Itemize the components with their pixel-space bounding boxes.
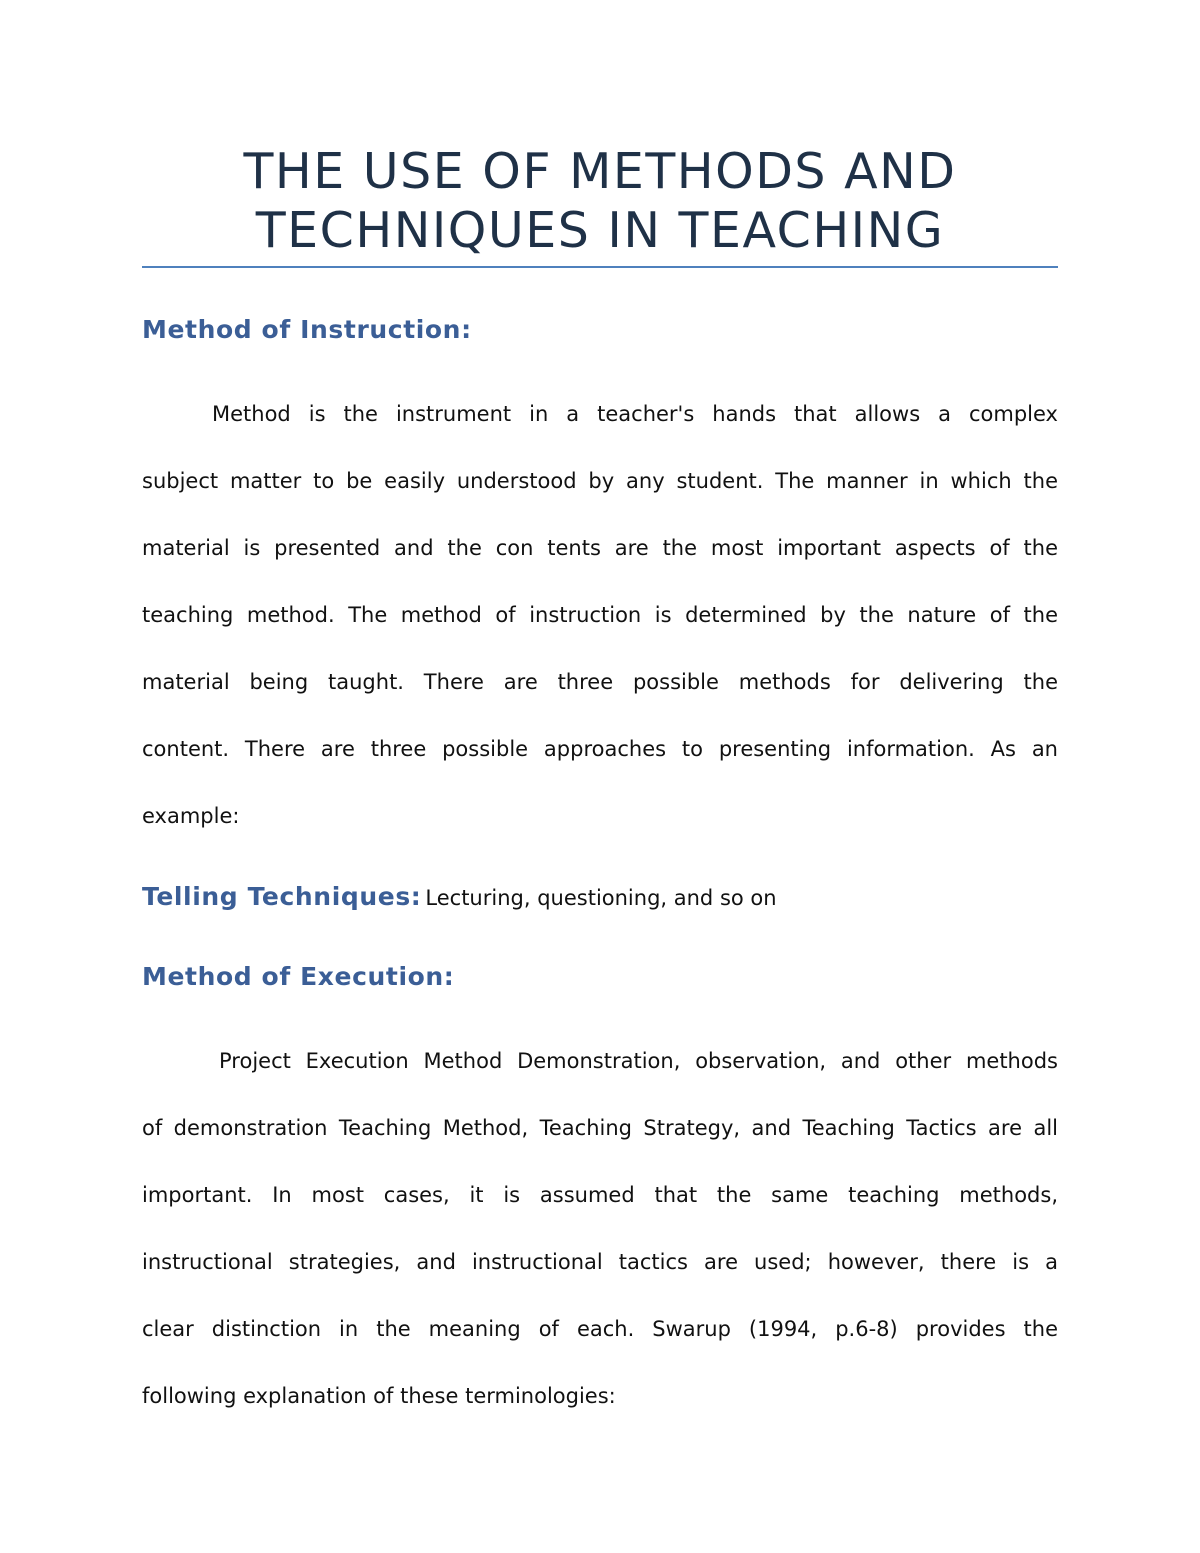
title-line-1: THE USE OF METHODS AND — [243, 143, 957, 200]
paragraph-line: example: — [142, 804, 240, 828]
heading-telling-techniques: Telling Techniques: — [142, 882, 422, 911]
paragraph-line: content. There are three possible approaches to presenting information. As an — [142, 737, 1058, 761]
paragraph-line: material is presented and the con tents are the most important aspects of the — [142, 536, 1058, 560]
paragraph-line: of demonstration Teaching Method, Teaching Strategy, and Teaching Tactics are all — [142, 1116, 1058, 1140]
instruction-paragraph — [142, 381, 1058, 850]
title-line-2: TECHNIQUES IN TEACHING — [255, 202, 945, 259]
execution-paragraph — [142, 1028, 1058, 1430]
document-title — [142, 142, 1058, 260]
title-divider — [142, 266, 1058, 268]
telling-techniques-text: Lecturing, questioning, and so on — [425, 886, 777, 910]
paragraph-line: Project Execution Method Demonstration, observation, and other methods — [219, 1049, 1058, 1073]
paragraph-line: important. In most cases, it is assumed that the same teaching methods, — [142, 1183, 1058, 1207]
heading-method-of-execution: Method of Execution: — [142, 962, 455, 991]
heading-method-of-instruction: Method of Instruction: — [142, 315, 472, 344]
document-page — [142, 0, 1058, 1553]
paragraph-line: instructional strategies, and instructional tactics are used; however, there is a — [142, 1250, 1058, 1274]
paragraph-line: following explanation of these terminologies: — [142, 1384, 616, 1408]
paragraph-line: Method is the instrument in a teacher's hands that allows a complex — [212, 402, 1058, 426]
paragraph-line: material being taught. There are three possible methods for delivering the — [142, 670, 1058, 694]
paragraph-line: teaching method. The method of instruction is determined by the nature of the — [142, 603, 1058, 627]
paragraph-line: subject matter to be easily understood by any student. The manner in which the — [142, 469, 1058, 493]
telling-techniques-row — [142, 882, 777, 911]
paragraph-line: clear distinction in the meaning of each. Swarup (1994, p.6-8) provides the — [142, 1317, 1058, 1341]
